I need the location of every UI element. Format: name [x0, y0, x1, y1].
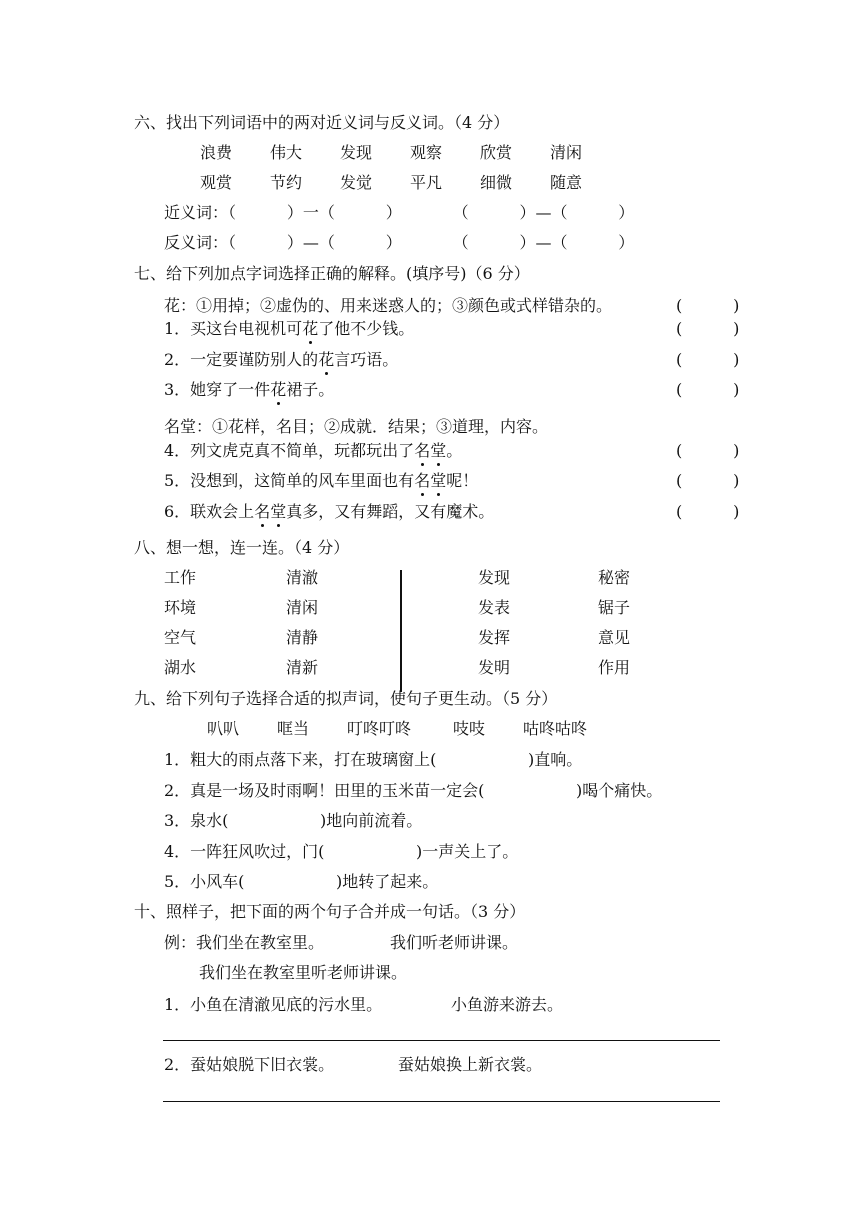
question-5: 5．没想到，这简单的风车里面也有名堂呢！: [164, 471, 479, 490]
word: 哐当: [277, 719, 310, 738]
dotted-char: 名: [414, 441, 431, 460]
word: 观赏: [200, 173, 233, 192]
match-right-target[interactable]: 作用: [598, 658, 631, 677]
word: 浪费: [200, 143, 233, 162]
match-left-word[interactable]: 工作: [164, 568, 197, 587]
dotted-char: 花: [270, 380, 287, 399]
onomatopoeia-word-bank: [207, 719, 587, 739]
dotted-char: 花: [302, 319, 319, 338]
divider-line: [400, 570, 402, 692]
combine-question-1b: 小鱼游来游去。: [451, 995, 564, 1014]
word: 发现: [340, 143, 373, 162]
match-left-word[interactable]: 空气: [164, 628, 197, 647]
word: 节约: [270, 173, 303, 192]
word: 叮咚叮咚: [347, 719, 412, 738]
question-2: 2．一定要谨防别人的花言巧语。: [164, 350, 399, 369]
word: 随意: [550, 173, 583, 192]
match-left-target[interactable]: 清新: [286, 658, 319, 677]
word: 观察: [410, 143, 443, 162]
match-right-target[interactable]: 意见: [598, 628, 631, 647]
combine-question-2a: 2．蚕姑娘脱下旧衣裳。: [164, 1055, 335, 1074]
hua-definitions: 花：①用掉；②虚伪的、用来迷惑人的；③颜色或式样错杂的。: [164, 296, 613, 315]
dotted-char: 堂: [430, 441, 447, 460]
answer-blank[interactable]: ( ): [676, 471, 740, 490]
match-left-word[interactable]: 环境: [164, 598, 197, 617]
antonym-answer-line[interactable]: 反义词：（ ）—（ ） （ ）—（ ）: [164, 233, 635, 252]
match-left-target[interactable]: 清澈: [286, 568, 319, 587]
answer-blank[interactable]: ( ): [676, 319, 740, 338]
section-7-title: 七、给下列加点字词选择正确的解释。(填序号)（6 分）: [134, 264, 530, 283]
match-right-word[interactable]: 发挥: [478, 628, 511, 647]
dotted-char: 堂: [430, 471, 447, 490]
fill-question-1[interactable]: 1．粗大的雨点落下来，打在玻璃窗上( )直响。: [164, 750, 583, 769]
word: 清闲: [550, 143, 583, 162]
fill-question-5[interactable]: 5．小风车( )地转了起来。: [164, 872, 439, 891]
answer-line-1[interactable]: [163, 1040, 720, 1041]
match-right-target[interactable]: 锯子: [598, 598, 631, 617]
question-1: 1．买这台电视机可花了他不少钱。: [164, 319, 415, 338]
word-row-1: [200, 143, 582, 163]
word: 咕咚咕咚: [523, 719, 588, 738]
word: 欣赏: [480, 143, 513, 162]
question-4: 4．列文虎克真不简单，玩都玩出了名堂。: [164, 441, 463, 460]
fill-question-2[interactable]: 2．真是一场及时雨啊！田里的玉米苗一定会( )喝个痛快。: [164, 781, 663, 800]
dotted-char: 花: [318, 350, 335, 369]
match-left-target[interactable]: 清静: [286, 628, 319, 647]
section-8-title: 八、想一想，连一连。（4 分）: [134, 538, 350, 557]
word: 叭叭: [207, 719, 240, 738]
fill-question-3[interactable]: 3．泉水( )地向前流着。: [164, 811, 423, 830]
match-right-word[interactable]: 发现: [478, 568, 511, 587]
word-row-2: [200, 173, 582, 193]
answer-blank[interactable]: ( ): [676, 350, 740, 369]
combine-question-2b: 蚕姑娘换上新衣裳。: [398, 1055, 543, 1074]
word: 伟大: [270, 143, 303, 162]
word: 发觉: [340, 173, 373, 192]
example-sentence-a: 例：我们坐在教室里。: [164, 933, 325, 952]
fill-question-4[interactable]: 4．一阵狂风吹过，门( )一声关上了。: [164, 842, 519, 861]
match-left-word[interactable]: 湖水: [164, 658, 197, 677]
example-answer: 我们坐在教室里听老师讲课。: [199, 963, 408, 982]
dotted-char: 名: [414, 471, 431, 490]
section-6-title: 六、找出下列词语中的两对近义词与反义词。（4 分）: [134, 113, 510, 132]
question-3: 3．她穿了一件花裙子。: [164, 380, 335, 399]
match-right-word[interactable]: 发明: [478, 658, 511, 677]
answer-blank[interactable]: ( ): [676, 441, 740, 460]
mingtang-definitions: 名堂：①花样，名目；②成就．结果；③道理，内容。: [164, 417, 549, 436]
question-6: 6．联欢会上名堂真多，又有舞蹈，又有魔术。: [164, 502, 495, 521]
section-10-title: 十、照样子，把下面的两个句子合并成一句话。（3 分）: [134, 902, 526, 921]
dotted-char: 名: [254, 502, 271, 521]
answer-blank[interactable]: ( ): [676, 502, 740, 521]
dotted-char: 堂: [270, 502, 287, 521]
match-right-target[interactable]: 秘密: [598, 568, 631, 587]
combine-question-1a: 1．小鱼在清澈见底的污水里。: [164, 995, 383, 1014]
match-right-word[interactable]: 发表: [478, 598, 511, 617]
word: 细微: [480, 173, 513, 192]
answer-line-2[interactable]: [163, 1101, 720, 1102]
section-9-title: 九、给下列句子选择合适的拟声词，使句子更生动。（5 分）: [134, 689, 558, 708]
word: 平凡: [410, 173, 443, 192]
synonym-answer-line[interactable]: 近义词：（ ）一（ ） （ ）—（ ）: [164, 203, 635, 222]
word: 吱吱: [453, 719, 486, 738]
example-sentence-b: 我们听老师讲课。: [390, 933, 519, 952]
match-left-target[interactable]: 清闲: [286, 598, 319, 617]
answer-blank[interactable]: ( ): [676, 380, 740, 399]
answer-blank[interactable]: ( ): [676, 296, 740, 315]
